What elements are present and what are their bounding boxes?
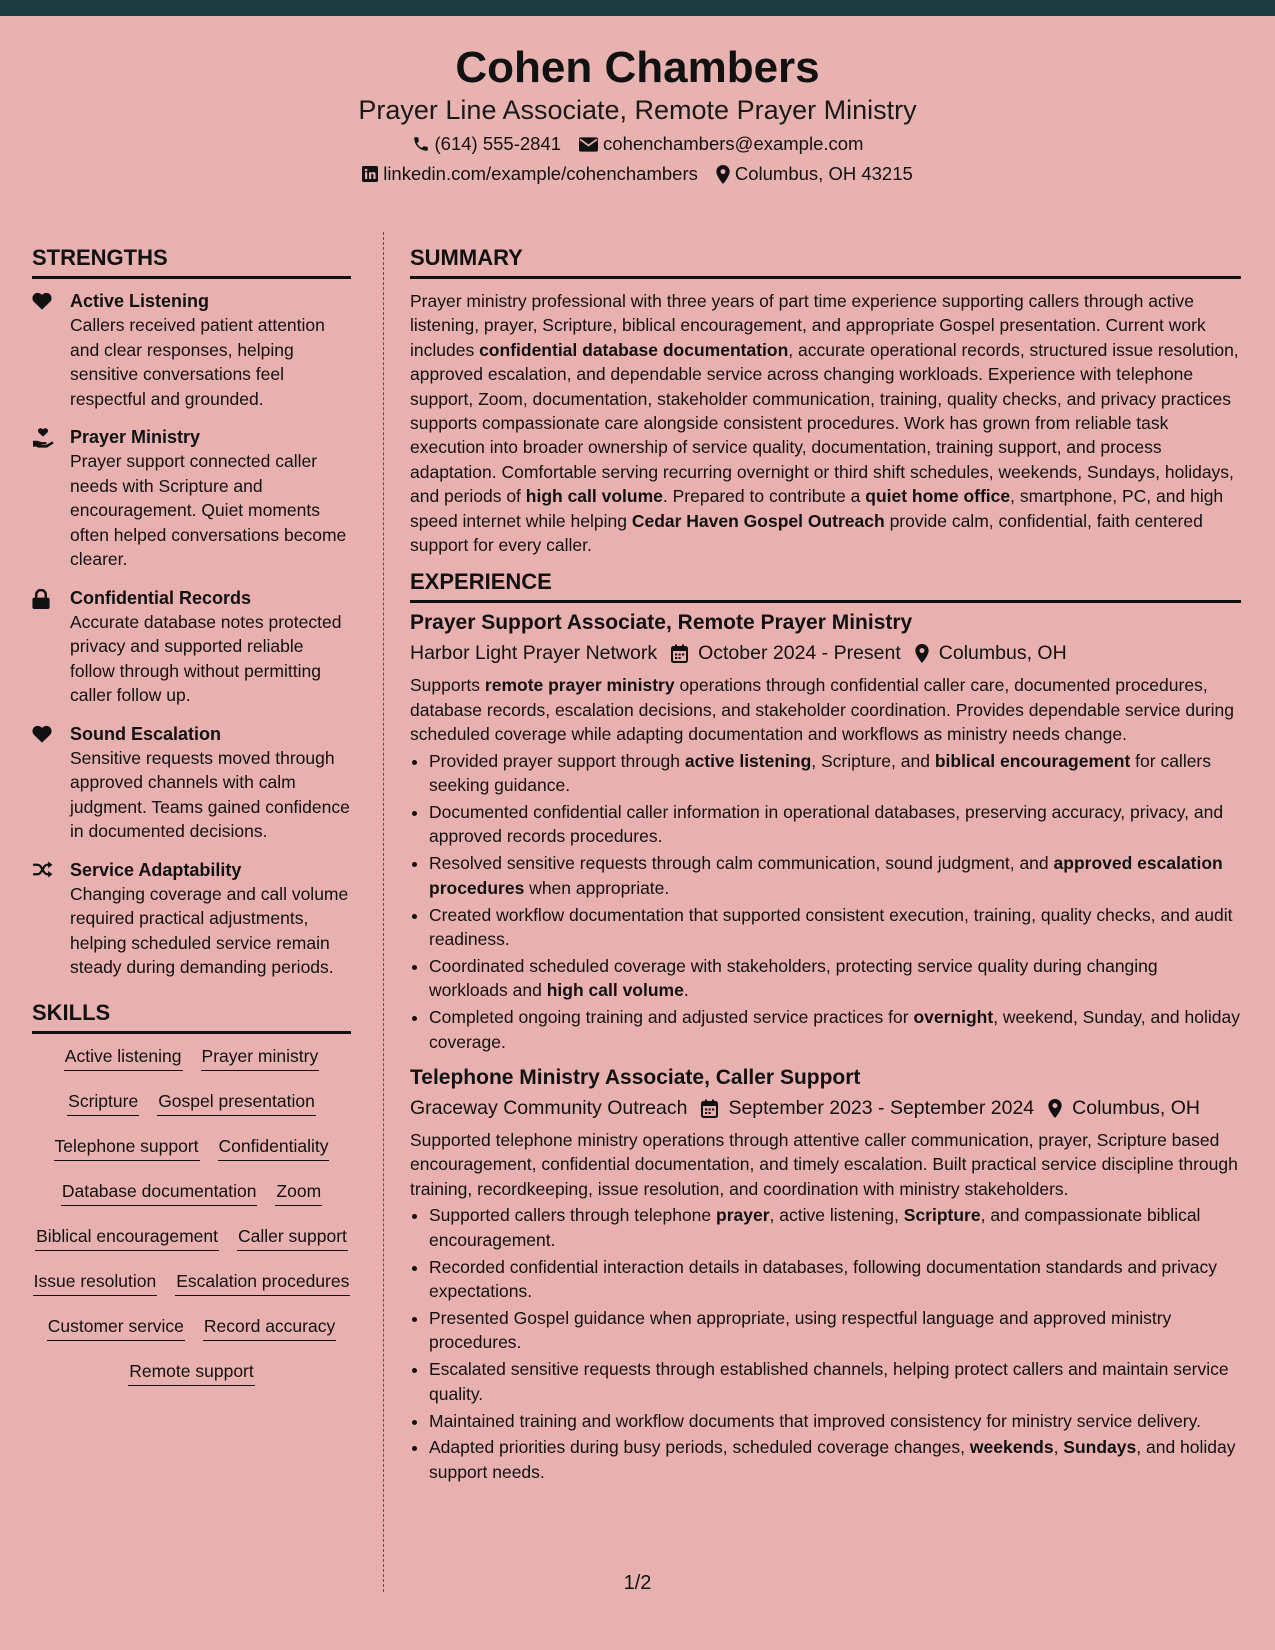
phone-text: (614) 555-2841: [434, 133, 562, 155]
contact-email[interactable]: [579, 132, 863, 156]
skill-tag: Scripture: [67, 1089, 139, 1116]
bold-phrase: biblical encouragement: [934, 750, 1131, 771]
contact-location: [716, 162, 913, 186]
location-text: Columbus, OH 43215: [734, 163, 913, 185]
job-bullet: • Recorded confidential interaction details in databases, following documentation standards and privacy expectations.: [429, 1255, 1241, 1304]
resume-header: [0, 16, 1275, 204]
job-bullets: [410, 749, 1241, 1054]
bold-phrase: quiet home office: [865, 486, 1011, 507]
experience-heading: EXPERIENCE: [410, 569, 1241, 603]
strength-description: Prayer support connected caller needs with Scripture and encouragement. Quiet moments often helped conversations become clearer.: [70, 451, 347, 569]
bold-phrase: weekends: [969, 1437, 1054, 1458]
bold-phrase: prayer: [716, 1205, 770, 1226]
job-bullet: • Supported callers through telephone prayer, active listening, Scripture, and compassionate biblical encouragement.: [429, 1203, 1241, 1252]
skill-tag: Database documentation: [61, 1179, 258, 1206]
skill-tag: Active listening: [64, 1044, 183, 1071]
bold-phrase: active listening: [684, 750, 812, 771]
map-pin-icon: [1048, 1099, 1062, 1118]
strength-item: [32, 722, 351, 844]
job-description: Supports remote prayer ministry operations through confidential caller care, documented procedures, database records, escalation decisions, and stakeholder coordination. Provides dependable service during scheduled coverage while adapting documentation and workflows as ministry needs change.: [410, 675, 1234, 745]
skill-tag: Issue resolution: [33, 1269, 158, 1296]
contact-phone: [412, 132, 562, 156]
job-bullet: • Adapted priorities during busy periods, scheduled coverage changes, weekends, Sundays, and holiday support needs.: [429, 1435, 1241, 1484]
skill-tag: Remote support: [128, 1359, 255, 1386]
strength-description: Accurate database notes protected privacy and supported reliable follow through without permitting caller follow up.: [70, 611, 342, 705]
job-bullet: • Provided prayer support through active listening, Scripture, and biblical encouragement for callers seeking guidance.: [429, 749, 1241, 798]
job-location: Columbus, OH: [938, 642, 1067, 665]
bold-phrase: approved escalation procedures: [429, 853, 1223, 898]
skill-tag: Record accuracy: [203, 1314, 336, 1341]
map-pin-icon: [915, 644, 929, 663]
bold-phrase: Cedar Haven Gospel Outreach: [631, 510, 885, 531]
strength-title: Sound Escalation: [70, 723, 222, 744]
job-bullet: • Maintained training and workflow documents that improved consistency for ministry service delivery.: [429, 1409, 1241, 1433]
bold-phrase: high call volume: [525, 486, 663, 507]
skill-tag: Confidentiality: [218, 1134, 330, 1161]
job-title: Telephone Ministry Associate, Caller Support: [410, 1066, 861, 1090]
linkedin-icon: [362, 166, 378, 182]
skills-heading: SKILLS: [32, 1000, 351, 1034]
strength-item: [32, 858, 351, 980]
candidate-headline: Prayer Line Associate, Remote Prayer Ministry: [358, 95, 917, 126]
contact-row-2: [0, 162, 1275, 186]
strength-description: Changing coverage and call volume required practical adjustments, helping scheduled service remain steady during demanding periods.: [70, 883, 349, 977]
shuffle-icon: [32, 861, 53, 878]
bold-phrase: overnight: [913, 1007, 994, 1028]
phone-icon: [412, 135, 430, 153]
calendar-icon: [671, 644, 688, 663]
job-location: Columbus, OH: [1072, 1097, 1201, 1120]
page-number: 1/2: [623, 1572, 652, 1594]
contact-linkedin[interactable]: [362, 162, 698, 186]
heart-icon: [32, 725, 52, 743]
job-company: Graceway Community Outreach: [410, 1097, 688, 1120]
job-bullets: [410, 1203, 1241, 1484]
skill-tag: Customer service: [47, 1314, 185, 1341]
job-entry: [410, 609, 1241, 1054]
skill-tag: Escalation procedures: [175, 1269, 350, 1296]
bold-phrase: high call volume: [546, 980, 684, 1001]
right-column: [410, 245, 1241, 1487]
summary-heading: SUMMARY: [410, 245, 1241, 279]
strength-item: [32, 425, 351, 572]
bold-phrase: Sundays: [1063, 1437, 1137, 1458]
job-dates: October 2024 - Present: [698, 642, 901, 665]
job-bullet: • Documented confidential caller information in operational databases, preserving accuracy, privacy, and approved records procedures.: [429, 800, 1241, 849]
candidate-name: Cohen Chambers: [455, 43, 820, 92]
heart-icon: [32, 292, 52, 310]
left-column: [32, 245, 351, 1404]
job-bullet: • Created workflow documentation that supported consistent execution, training, quality checks, and audit readiness.: [429, 903, 1241, 952]
skill-tag: Zoom: [275, 1179, 322, 1206]
bold-phrase: remote prayer ministry: [484, 675, 675, 696]
skills-list: [32, 1044, 351, 1404]
bold-phrase: Scripture: [903, 1205, 981, 1226]
job-bullet: • Presented Gospel guidance when appropriate, using respectful language and approved ministry procedures.: [429, 1306, 1241, 1355]
skill-tag: Prayer ministry: [201, 1044, 320, 1071]
top-accent-bar: [0, 0, 1275, 16]
strength-title: Service Adaptability: [70, 859, 242, 880]
job-description: Supported telephone ministry operations through attentive caller communication, prayer, Scripture based encouragement, confidential documentation, and timely escalation. Built practical service discipline through training, recordkeeping, issue resolution, and coordination with ministry stakeholders.: [410, 1130, 1238, 1199]
strength-title: Confidential Records: [70, 587, 252, 608]
summary-text: Prayer ministry professional with three years of part time experience supporting callers through active listening, prayer, Scripture, biblical encouragement, and appropriate Gospel presentation. Current work includes confidential database documentation, accurate operational records, structured issue resolution, approved escalation, and dependable service across changing workloads. Experience with telephone support, Zoom, documentation, stakeholder communication, training, quality checks, and privacy practices supports compassionate care alongside consistent procedures. Work has grown from reliable task execution into broader ownership of service quality, documentation, training support, and process adaptation. Comfortable serving recurring overnight or third shift schedules, weekends, Sundays, holidays, and periods of high call volume. Prepared to contribute a quiet home office, smartphone, PC, and high speed internet while helping Cedar Haven Gospel Outreach provide calm, confidential, faith centered support for every caller.: [410, 291, 1239, 556]
job-bullet: • Escalated sensitive requests through established channels, helping protect callers and maintain service quality.: [429, 1357, 1241, 1406]
linkedin-text[interactable]: linkedin.com/example/cohenchambers: [383, 163, 698, 185]
strength-title: Active Listening: [70, 291, 210, 311]
strength-item: [32, 289, 351, 411]
skill-tag: Telephone support: [54, 1134, 200, 1161]
skill-tag: Gospel presentation: [157, 1089, 316, 1116]
calendar-icon: [701, 1099, 718, 1118]
job-bullet: • Coordinated scheduled coverage with stakeholders, protecting service quality during changing workloads and high call volume.: [429, 954, 1241, 1003]
skill-tag: Caller support: [237, 1224, 348, 1251]
lock-icon: [32, 589, 50, 609]
contact-row-1: [0, 132, 1275, 156]
job-meta: [410, 639, 1241, 667]
envelope-icon: [579, 137, 598, 152]
job-entry: [410, 1064, 1241, 1484]
map-pin-icon: [716, 165, 730, 184]
skill-tag: Biblical encouragement: [35, 1224, 219, 1251]
hand-holding-heart-icon: [32, 428, 54, 448]
strength-description: Callers received patient attention and clear responses, helping sensitive conversations feel respectful and grounded.: [70, 315, 325, 409]
job-meta: [410, 1094, 1241, 1122]
strength-title: Prayer Ministry: [70, 427, 201, 447]
column-divider: [383, 232, 384, 1592]
job-title: Prayer Support Associate, Remote Prayer Ministry: [410, 611, 913, 635]
job-dates: September 2023 - September 2024: [728, 1097, 1035, 1120]
email-text[interactable]: cohenchambers@example.com: [603, 133, 864, 155]
strengths-heading: STRENGTHS: [32, 245, 351, 279]
strength-description: Sensitive requests moved through approved channels with calm judgment. Teams gained confidence in documented decisions.: [70, 747, 350, 841]
job-bullet: • Resolved sensitive requests through calm communication, sound judgment, and approved escalation procedures when appropriate.: [429, 851, 1241, 900]
job-company: Harbor Light Prayer Network: [410, 642, 658, 665]
strength-item: [32, 586, 351, 708]
bold-phrase: confidential database documentation: [479, 339, 789, 360]
job-bullet: • Completed ongoing training and adjusted service practices for overnight, weekend, Sunday, and holiday coverage.: [429, 1005, 1241, 1054]
